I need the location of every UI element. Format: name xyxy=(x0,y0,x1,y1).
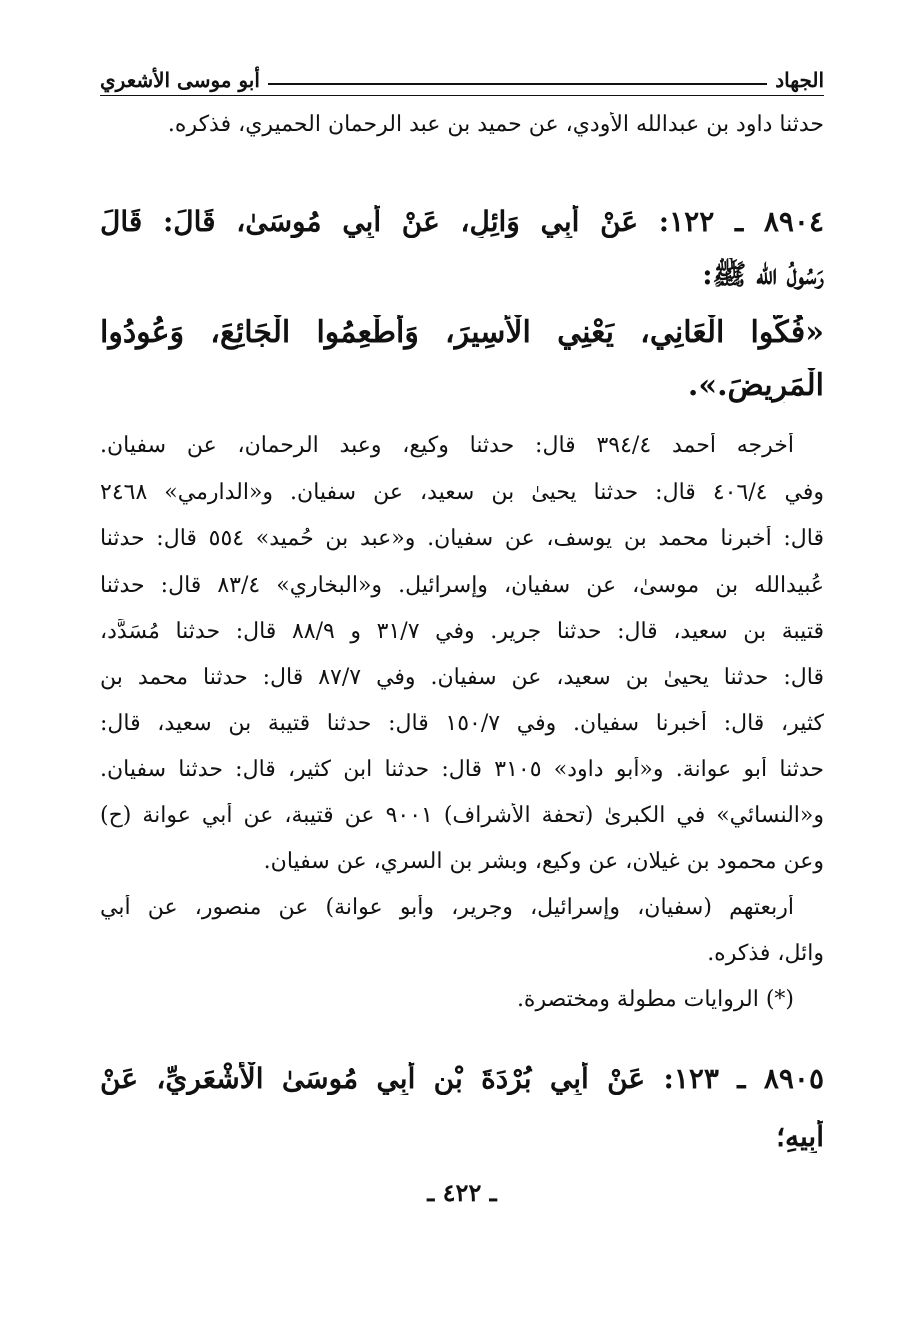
takhrij-line: حدثنا أبو عوانة. و«أبو داود» ٣١٠٥ قال: حدثنا ابن كثير، قال: حدثنا سفيان. xyxy=(100,757,824,782)
hadith-heading-line: ٨٩٠٥ ـ ١٢٣: عَنْ أَبِي بُرْدَةَ بْنِ أَبِي مُوسَىٰ الْأَشْعَرِيِّ، عَنْ xyxy=(100,1062,824,1095)
takhrij-line: و«النسائي» في الكبرىٰ (تحفة الأشراف) ٩٠٠١ عن قتيبة، عن أبي عوانة (ح) xyxy=(100,803,824,828)
takhrij-line: وفي ٤٠٦/٤ قال: حدثنا يحيىٰ بن سعيد، عن سفيان. و«الدارمي» ٢٤٦٨ xyxy=(100,480,824,505)
takhrij-line: أخرجه أحمد ٣٩٤/٤ قال: حدثنا وكيع، وعبد الرحمان، عن سفيان. xyxy=(100,433,794,458)
header-section-title: الجهاد xyxy=(775,68,824,92)
hadith-heading-line: أَبِيهِ؛ xyxy=(776,1120,824,1153)
text-line: حدثنا داود بن عبدالله الأودي، عن حميد بن عبد الرحمان الحميري، فذكره. xyxy=(167,112,824,137)
footnote-line: (*) الروايات مطولة ومختصرة. xyxy=(516,987,794,1012)
hadith-heading-line: ٨٩٠٤ ـ ١٢٢: عَنْ أَبِي وَائِلٍ، عَنْ أَبِي مُوسَىٰ، قَالَ: قَالَ xyxy=(100,205,824,238)
hadith-heading-line: رَسُولُ الله ﷺ: xyxy=(702,258,824,291)
takhrij-line: وائل، فذكره. xyxy=(707,941,824,966)
hadith-text-line: الْمَرِيضَ.». xyxy=(687,368,824,403)
hadith-text-line: «فُكُّوا الْعَانِي، يَعْنِي الْأَسِيرَ، وَأَطْعِمُوا الْجَائِعَ، وَعُودُوا xyxy=(100,315,824,350)
takhrij-line: قال: أخبرنا محمد بن يوسف، عن سفيان. و«عبد بن حُميد» ٥٥٤ قال: حدثنا xyxy=(100,526,824,551)
page-number: ـ ٤٢٢ ـ xyxy=(427,1178,497,1207)
running-header xyxy=(100,60,824,92)
takhrij-line: كثير، قال: أخبرنا سفيان. وفي ١٥٠/٧ قال: حدثنا قتيبة بن سعيد، قال: xyxy=(100,711,824,736)
header-divider xyxy=(100,95,824,96)
takhrij-line: وعن محمود بن غيلان، عن وكيع، وبشر بن السري، عن سفيان. xyxy=(263,849,824,874)
takhrij-line: قتيبة بن سعيد، قال: حدثنا جرير. وفي ٣١/٧ و ٨٨/٩ قال: حدثنا مُسَدَّد، xyxy=(100,619,824,644)
takhrij-line: قال: حدثنا يحيىٰ بن سعيد، عن سفيان. وفي ٨٧/٧ قال: حدثنا محمد بن xyxy=(100,665,824,690)
takhrij-line: أربعتهم (سفيان، وإسرائيل، وجرير، وأبو عوانة) عن منصور، عن أبي xyxy=(100,895,794,920)
takhrij-line: عُبيدالله بن موسىٰ، عن سفيان، وإسرائيل. و«البخاري» ٨٣/٤ قال: حدثنا xyxy=(100,573,824,598)
header-chapter-title: أبو موسى الأشعري xyxy=(100,68,260,92)
header-rule xyxy=(268,83,767,85)
